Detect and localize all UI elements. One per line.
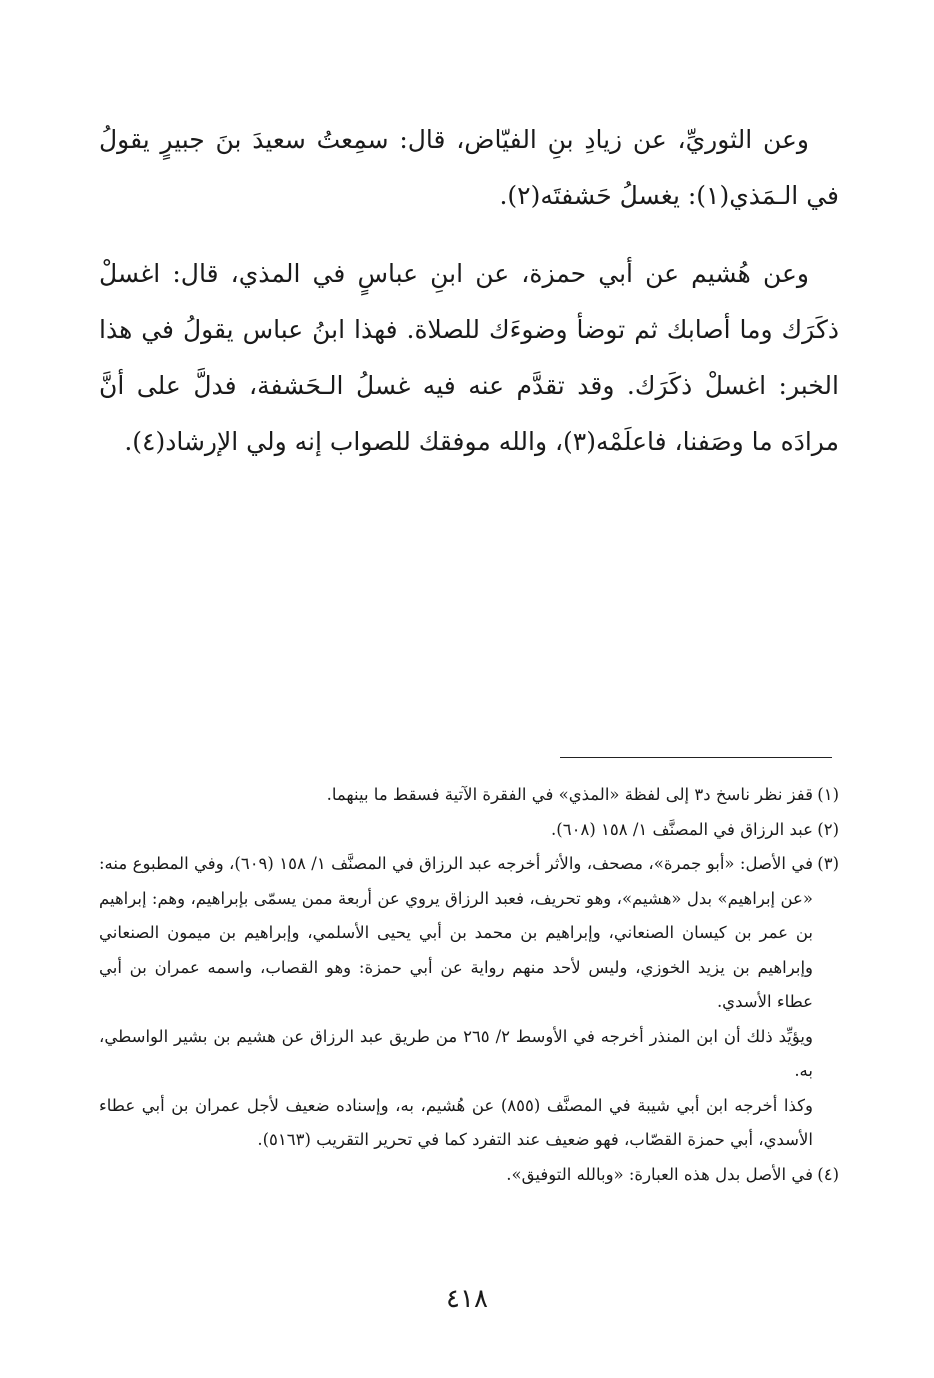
footnote-number: (٢) bbox=[817, 819, 839, 839]
footnote-text: في الأصل: «أبو جمرة»، مصحف، والأثر أخرجه عبد الرزاق في المصنَّف ١/ ١٥٨ (٦٠٩)، وفي المطبوع منه: «عن إبراهيم» بدل «هشيم»، وهو تحريف، فعبد الرزاق يروي عن أربعة ممن يسمّى بإبراهيم، وهم: إبراهيم بن عمر بن كيسان الصنعاني، وإبراهيم بن محمد بن أبي يحيى الأسلمي، وإبراهيم بن ميمون الصنعاني وإبراهيم بن يزيد الخوزي، وليس لأحد منهم رواية عن أبي حمزة: وهو القصاب، واسمه عمران بن أبي عطاء الأسدي. bbox=[99, 854, 813, 1011]
page-number: ٤١٨ bbox=[446, 1284, 488, 1314]
footnote-number: (٣) bbox=[817, 854, 839, 873]
footnote-2 bbox=[99, 813, 839, 848]
footnote-text: عبد الرزاق في المصنَّف ١/ ١٥٨ (٦٠٨). bbox=[551, 819, 813, 839]
footnote-text: في الأصل بدل هذه العبارة: «وبالله التوفيق». bbox=[506, 1164, 813, 1184]
footnote-1 bbox=[99, 778, 839, 813]
footnote-4 bbox=[99, 1158, 839, 1193]
main-paragraph: وعن هُشيم عن أبي حمزة، عن ابنِ عباسٍ في المذي، قال: اغسلْ ذكَرَك وما أصابك ثم توضأ وضوءَك للصلاة. فهذا ابنُ عباس يقولُ في هذا الخبر: اغسلْ ذكَرَك. وقد تقدَّم عنه فيه غسلُ الـحَشفة، فدلَّ على أنَّ مرادَه ما وصَفنا، فاعلَمْه(٣)، والله موفقك للصواب إنه ولي الإرشاد(٤). bbox=[99, 259, 839, 456]
footnote-text: قفز نظر ناسخ د٣ إلى لفظة «المذي» في الفقرة الآتية فسقط ما بينهما. bbox=[326, 785, 813, 804]
footnote-text: ويؤيِّد ذلك أن ابن المنذر أخرجه في الأوسط ٢/ ٢٦٥ من طريق عبد الرزاق عن هشيم بن بشير الواسطي، به. bbox=[99, 1026, 813, 1080]
footnote-separator bbox=[560, 757, 832, 758]
footnote-number: (٤) bbox=[817, 1164, 839, 1184]
footnote-text: وكذا أخرجه ابن أبي شيبة في المصنَّف (٨٥٥) عن هُشيم، به، وإسناده ضعيف لأجل عمران بن أبي عطاء الأسدي، أبي حمزة القصّاب، فهو ضعيف عند التفرد كما في تحرير التقريب (٥١٦٣). bbox=[99, 1095, 814, 1149]
main-text bbox=[99, 112, 839, 492]
footnote-number: (١) bbox=[817, 785, 839, 804]
footnotes bbox=[99, 778, 839, 1192]
main-paragraph: وعن الثوريِّ، عن زيادِ بنِ الفيّاض، قال: سمِعتُ سعيدَ بنَ جبيرٍ يقولُ في الـمَذي(١): يغسلُ حَشفتَه(٢). bbox=[99, 125, 839, 210]
footnote-3 bbox=[99, 847, 839, 1158]
